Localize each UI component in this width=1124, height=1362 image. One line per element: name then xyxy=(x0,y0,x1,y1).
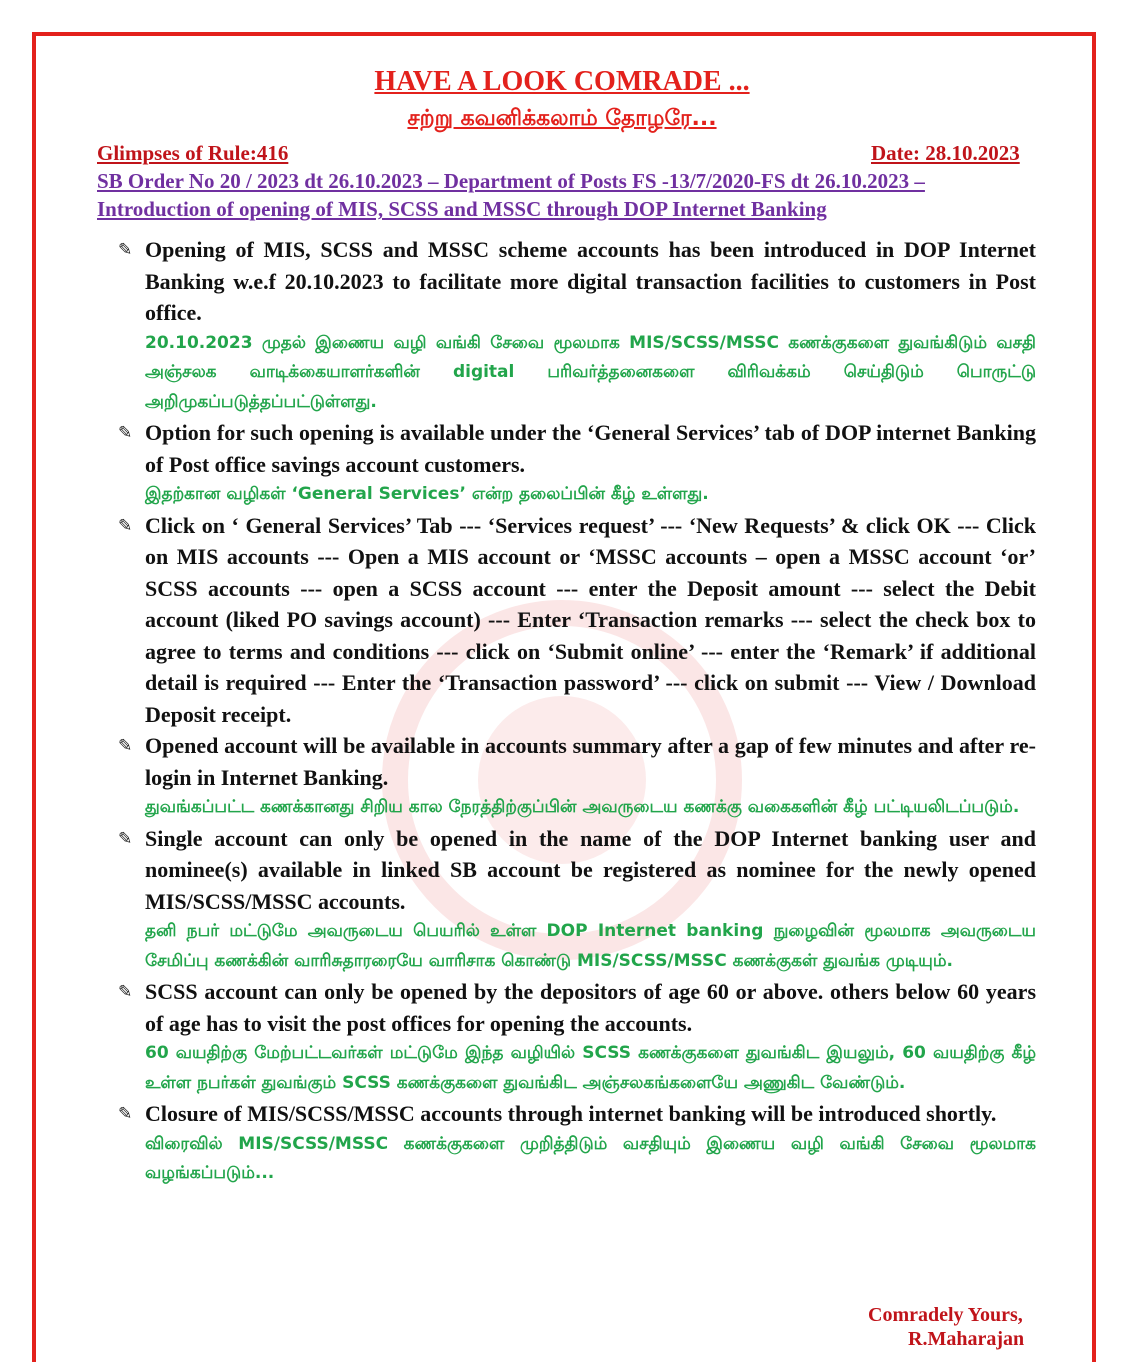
item-tamil: துவங்கப்பட்ட கணக்கானது சிறிய கால நேரத்திற்குப்பின் அவருடைய கணக்கு வகைகளின் கீழ் பட்டியலிடப்படும். xyxy=(145,797,1020,817)
pencil-bullet-icon: ✎ xyxy=(118,515,133,535)
order-reference: SB Order No 20 / 2023 dt 26.10.2023 – Department of Posts FS -13/7/2020-FS dt 26.10.2023 – Introduction of opening of MIS, SCSS and MSSC through DOP Internet Banking xyxy=(97,169,925,221)
list-item xyxy=(118,1098,1036,1189)
pencil-bullet-icon: ✎ xyxy=(118,736,133,755)
list-item xyxy=(118,730,1036,823)
item-tamil: 20.10.2023 முதல் இணைய வழி வங்கி சேவை மூலமாக MIS/SCSS/MSSC கணக்குகளை துவங்கிடும் வசதி அஞ்சலக வாடிக்கையாளர்களின் digital பரிவர்த்தனைகளை விரிவக்கம் செய்திடும் பொருட்டு அறிமுகப்படுத்தப்பட்டுள்ளது. xyxy=(145,332,1036,412)
item-english: Click on ‘ General Services’ Tab --- ‘Services request’ --- ‘New Requests’ & click OK --- Click on MIS accounts --- Open a MIS account or ‘MSSC accounts – open a MSSC account ‘or’ SCSS accounts --- open a SCSS account --- enter the Deposit amount --- select the Debit account (liked PO savings account) --- Enter ‘Transaction remarks --- select the check box to agree to terms and conditions --- click on ‘Submit online’ --- enter the ‘Remark’ if additional detail is required --- Enter the ‘Transaction password’ --- click on submit --- View / Download Deposit receipt. xyxy=(145,512,1036,727)
bullet-list xyxy=(118,234,1036,1189)
item-english: Option for such opening is available under the ‘General Services’ tab of DOP internet Banking of Post office savings account customers. xyxy=(145,420,1036,477)
pencil-bullet-icon: ✎ xyxy=(118,828,133,848)
list-item xyxy=(118,234,1036,417)
list-item xyxy=(118,510,1036,731)
pencil-bullet-icon: ✎ xyxy=(118,982,133,1001)
pencil-bullet-icon: ✎ xyxy=(118,1104,133,1123)
item-tamil: 60 வயதிற்கு மேற்பட்டவர்கள் மட்டுமே இந்த வழியில் SCSS கணக்குகளை துவங்கிட இயலும், 60 வயதிற்கு கீழ் உள்ள நபர்கள் துவங்கும் SCSS கணக்குகளை துவங்கிட அஞ்சலகங்களையே அணுகிட வேண்டும். xyxy=(145,1043,1036,1093)
item-english: Single account can only be opened in the name of the DOP Internet banking user and nominee(s) available in linked SB account be registered as nominee for the newly opened MIS/SCSS/MSSC accounts. xyxy=(145,825,1036,914)
item-tamil: தனி நபர் மட்டுமே அவருடைய பெயரில் உள்ள DOP Internet banking நுழைவின் மூலமாக அவருடைய சேமிப்பு கணக்கின் வாரிசுதாரரையே வாரிசாக கொண்டு MIS/SCSS/MSSC கணக்குகள் துவங்க முடியும். xyxy=(145,921,1036,971)
pencil-bullet-icon: ✎ xyxy=(118,240,133,259)
rule-reference: Glimpses of Rule:416 xyxy=(97,141,289,165)
item-english: Opening of MIS, SCSS and MSSC scheme accounts has been introduced in DOP Internet Banking w.e.f 20.10.2023 to facilitate more digital transaction facilities to customers in Post office. xyxy=(145,237,1036,325)
list-item xyxy=(118,823,1036,977)
list-item xyxy=(118,976,1036,1098)
document-date: Date: 28.10.2023 xyxy=(871,141,1020,165)
page-title: HAVE A LOOK COMRADE ... xyxy=(374,66,750,97)
item-tamil: இதற்கான வழிகள் ‘General Services’ என்ற தலைப்பின் கீழ் உள்ளது. xyxy=(145,484,709,504)
item-english: Opened account will be available in accounts summary after a gap of few minutes and after re-login in Internet Banking. xyxy=(145,733,1036,790)
item-tamil: விரைவில் MIS/SCSS/MSSC கணக்குகளை முறித்திடும் வசதியும் இணைய வழி வங்கி சேவை மூலமாக வழங்கப்படும்... xyxy=(145,1133,1036,1183)
pencil-bullet-icon: ✎ xyxy=(118,423,133,442)
signer-name: R.Maharajan xyxy=(908,1328,1025,1350)
list-item xyxy=(118,417,1036,510)
item-english: Closure of MIS/SCSS/MSSC accounts through internet banking will be introduced shortly. xyxy=(145,1101,997,1126)
item-english: SCSS account can only be opened by the depositors of age 60 or above. others below 60 years of age has to visit the post offices for opening the accounts. xyxy=(145,979,1036,1036)
signoff: Comradely Yours, xyxy=(868,1304,1023,1326)
page-subtitle-tamil: சற்று கவனிக்கலாம் தோழரே... xyxy=(407,106,717,131)
